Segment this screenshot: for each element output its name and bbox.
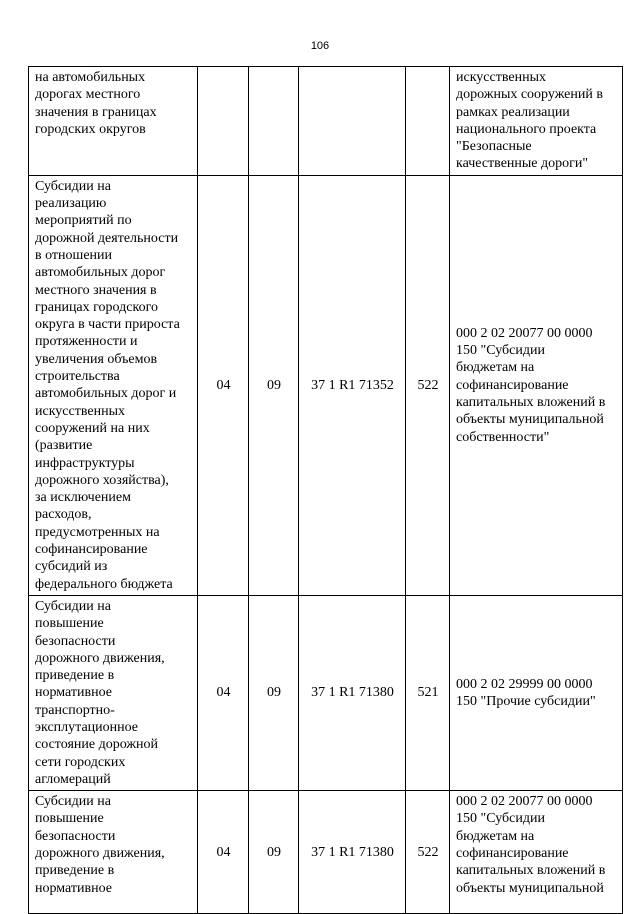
- section-cell: 04: [198, 175, 249, 595]
- table-row: [29, 67, 623, 176]
- section-cell: 04: [198, 791, 249, 914]
- target-article-cell: 37 1 R1 71380: [299, 595, 406, 790]
- expense-type-cell: 522: [406, 791, 450, 914]
- expense-type-cell: 521: [406, 595, 450, 790]
- table-row: [29, 175, 623, 595]
- page-number: 106: [310, 40, 330, 52]
- target-article-cell: 37 1 R1 71352: [299, 175, 406, 595]
- revenue-source-cell: 000 2 02 20077 00 0000 150 "Субсидии бюджетам на софинансирование капитальных вложений в объекты муниципальной собственности": [450, 175, 623, 595]
- expense-type-cell: [406, 67, 450, 176]
- budget-table: [28, 66, 623, 914]
- subsection-cell: 09: [249, 791, 299, 914]
- expense-name-cell: на автомобильных дорогах местного значения в границах городских округов: [29, 67, 198, 176]
- subsection-cell: 09: [249, 595, 299, 790]
- section-cell: [198, 67, 249, 176]
- section-cell: 04: [198, 595, 249, 790]
- table-row: [29, 595, 623, 790]
- expense-type-cell: 522: [406, 175, 450, 595]
- expense-name-cell: Субсидии на повышение безопасности дорожного движения, приведение в нормативное: [29, 791, 198, 914]
- subsection-cell: [249, 67, 299, 176]
- revenue-source-cell: 000 2 02 20077 00 0000 150 "Субсидии бюджетам на софинансирование капитальных вложений в объекты муниципальной: [450, 791, 623, 914]
- target-article-cell: 37 1 R1 71380: [299, 791, 406, 914]
- expense-name-cell: Субсидии на повышение безопасности дорожного движения, приведение в нормативное транспортно- эксплутационное состояние дорожной сети городских агломераций: [29, 595, 198, 790]
- table-row: [29, 791, 623, 914]
- target-article-cell: [299, 67, 406, 176]
- revenue-source-cell: 000 2 02 29999 00 0000 150 "Прочие субсидии": [450, 595, 623, 790]
- revenue-source-cell: искусственных дорожных сооружений в рамках реализации национального проекта "Безопасные качественные дороги": [450, 67, 623, 176]
- subsection-cell: 09: [249, 175, 299, 595]
- expense-name-cell: Субсидии на реализацию мероприятий по дорожной деятельности в отношении автомобильных дорог местного значения в границах городского округа в части прироста протяженности и увеличения объемов строительства автомобильных дорог и искусственных сооружений на них (развитие инфраструктуры дорожного хозяйства), за исключением расходов, предусмотренных на софинансирование субсидий из федерального бюджета: [29, 175, 198, 595]
